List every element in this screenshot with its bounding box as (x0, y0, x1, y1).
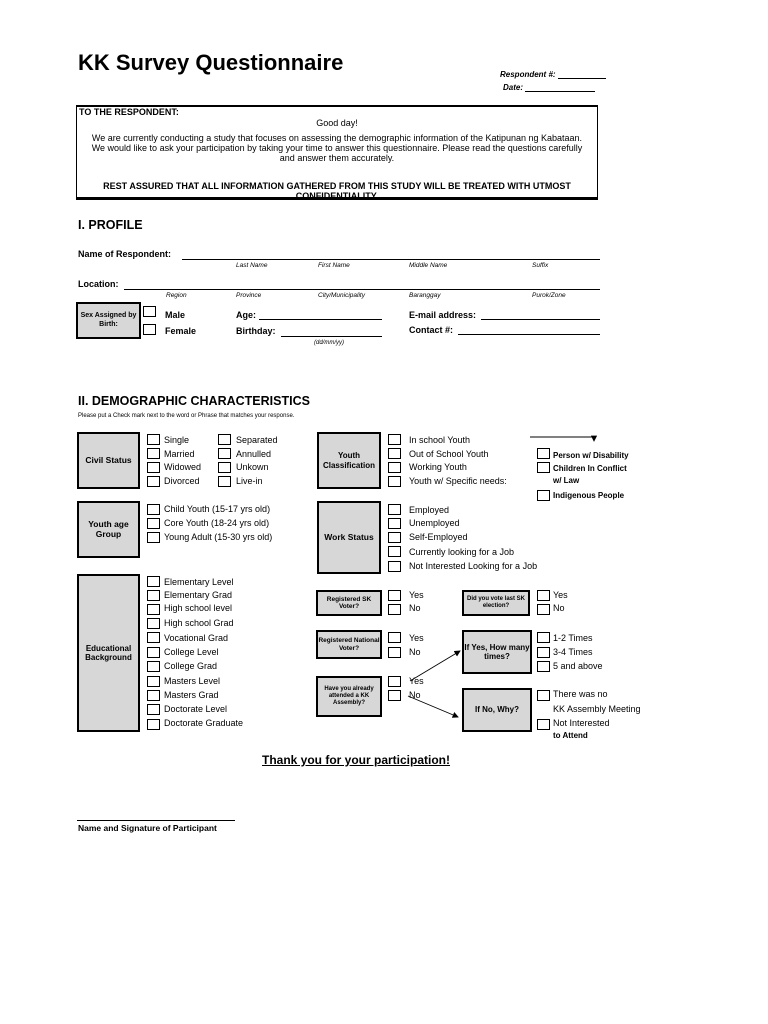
voted-last-box: Did you vote last SK election? (462, 590, 530, 616)
option-divorced: Divorced (164, 476, 200, 486)
notice-greeting: Good day! (316, 118, 358, 128)
if-no-box: If No, Why? (462, 688, 532, 732)
youth-age-group-box: Youth age Group (77, 501, 140, 558)
caption-city: City/Municipality (318, 292, 365, 299)
option-not-interested-1: Not Interested (553, 718, 610, 728)
option-pwd: Person w/ Disability (553, 451, 629, 460)
option-single: Single (164, 435, 190, 445)
option-voted-last-yes: Yes (553, 590, 568, 600)
option-times-5-above: 5 and above (553, 661, 603, 671)
notice-line-3: and answer them accurately. (279, 153, 395, 163)
option-annulled: Annulled (236, 449, 272, 459)
if-yes-box: If Yes, How many times? (462, 630, 532, 674)
option-not-interested-2: to Attend (553, 731, 588, 740)
caption-purok: Purok/Zone (532, 292, 566, 299)
option-no-assembly-2: KK Assembly Meeting (553, 704, 641, 714)
option-high-school-level: High school level (164, 603, 233, 613)
civil-status-box: Civil Status (77, 432, 140, 489)
demographic-heading: II. DEMOGRAPHIC CHARACTERISTICS (78, 394, 310, 408)
notice-line-1: We are currently conducting a study that focuses on assessing the demographic information of the Katipunan ng Kabataan. (91, 133, 583, 143)
option-national-voter-no: No (409, 647, 421, 657)
caption-middle-name: Middle Name (409, 262, 448, 269)
notice-assurance-1: REST ASSURED THAT ALL INFORMATION GATHERED FROM THIS STUDY WILL BE TREATED WITH UTMOST (103, 181, 571, 191)
option-sk-voter-yes: Yes (409, 590, 424, 600)
option-college-grad: College Grad (164, 661, 218, 671)
option-unkown: Unkown (236, 462, 269, 472)
date-label: Date: (503, 83, 524, 92)
location-label: Location: (78, 279, 119, 289)
option-core-youth: Core Youth (18-24 yrs old) (164, 518, 270, 528)
demographic-instruction: Please put a Check mark next to the word or Phrase that matches your response. (78, 413, 295, 419)
option-times-1-2: 1-2 Times (553, 633, 593, 643)
option-kk-assembly-yes: Yes (409, 676, 424, 686)
option-child-youth: Child Youth (15-17 yrs old) (164, 504, 271, 514)
option-no-assembly-1: There was no (553, 689, 608, 699)
option-national-voter-yes: Yes (409, 633, 424, 643)
option-masters-level: Masters Level (164, 676, 221, 686)
sex-label-box: Sex Assigned by Birth: (76, 302, 141, 339)
signature-line[interactable] (77, 808, 235, 821)
caption-region: Region (166, 292, 187, 299)
option-separated: Separated (236, 435, 278, 445)
option-young-adult: Young Adult (15-30 yrs old) (164, 532, 273, 542)
option-not-interested-job: Not Interested Looking for a Job (409, 561, 538, 571)
option-doctorate-level: Doctorate Level (164, 704, 228, 714)
male-label: Male (165, 310, 186, 320)
signature-label: Name and Signature of Participant (78, 823, 217, 833)
notice-line-2: We would like to ask your participation by taking your time to answer this questionnaire. Please read the questions carefully (91, 143, 583, 153)
profile-heading: I. PROFILE (78, 218, 143, 232)
notice-header: TO THE RESPONDENT: (79, 107, 179, 117)
option-cicl-1: Children In Conflict (553, 464, 627, 473)
option-indigenous: Indigenous People (553, 491, 625, 500)
caption-suffix: Suffix (532, 262, 549, 269)
arrow-to-if-yes (410, 651, 460, 681)
option-married: Married (164, 449, 195, 459)
option-vocational-grad: Vocational Grad (164, 633, 229, 643)
option-working-youth: Working Youth (409, 462, 467, 472)
email-label: E-mail address: (409, 310, 477, 320)
age-label: Age: (236, 310, 256, 320)
option-kk-assembly-no: No (409, 690, 421, 700)
option-out-of-school-youth: Out of School Youth (409, 449, 489, 459)
option-college-level: College Level (164, 647, 219, 657)
option-unemployed: Unemployed (409, 518, 460, 528)
educational-background-box: Educational Background (77, 574, 140, 732)
respondent-number-label: Respondent #: (500, 70, 556, 79)
youth-classification-box: Youth Classification (317, 432, 381, 489)
option-cicl-2: w/ Law (553, 476, 580, 485)
option-live-in: Live-in (236, 476, 263, 486)
caption-last-name: Last Name (236, 262, 268, 269)
option-high-school-grad: High school Grad (164, 618, 234, 628)
option-widowed: Widowed (164, 462, 202, 472)
option-sk-voter-no: No (409, 603, 421, 613)
caption-province: Province (236, 292, 262, 299)
page-title: KK Survey Questionnaire (78, 50, 344, 75)
option-elementary-grad: Elementary Grad (164, 590, 233, 600)
contact-label: Contact #: (409, 325, 454, 335)
option-employed: Employed (409, 505, 450, 515)
option-specific-needs: Youth w/ Specific needs: (409, 476, 507, 486)
thank-you-message: Thank you for your participation! (262, 753, 451, 767)
option-elementary-level: Elementary Level (164, 577, 234, 587)
option-doctorate-graduate: Doctorate Graduate (164, 718, 244, 728)
sk-voter-box: Registered SK Voter? (316, 590, 382, 616)
national-voter-box: Registered National Voter? (316, 630, 382, 659)
option-looking-for-job: Currently looking for a Job (409, 547, 515, 557)
caption-baranggay: Baranggay (409, 292, 441, 299)
arrow-to-if-no (408, 696, 458, 717)
name-label: Name of Respondent: (78, 249, 172, 259)
option-masters-grad: Masters Grad (164, 690, 219, 700)
work-status-box: Work Status (317, 501, 381, 574)
notice-assurance-2: CONFIDENTIALITY. (295, 191, 379, 201)
option-times-3-4: 3-4 Times (553, 647, 593, 657)
caption-first-name: First Name (318, 262, 350, 269)
option-voted-last-no: No (553, 603, 565, 613)
birthday-label: Birthday: (236, 326, 276, 336)
female-label: Female (165, 326, 197, 336)
birthday-format-hint: (dd/mm/yy) (314, 340, 344, 346)
option-in-school-youth: In school Youth (409, 435, 471, 445)
option-self-employed: Self-Employed (409, 532, 468, 542)
kk-assembly-box: Have you already attended a KK Assembly? (316, 676, 382, 717)
arrow-specific-needs (530, 437, 594, 441)
